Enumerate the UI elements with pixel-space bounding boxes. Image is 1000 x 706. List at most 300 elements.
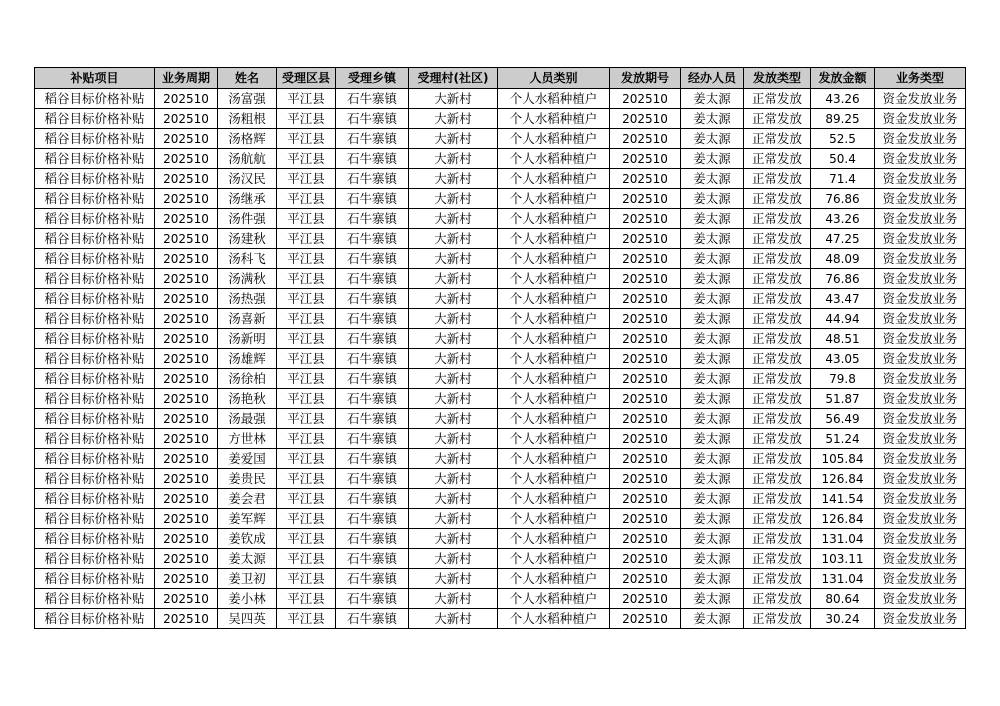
town-cell: 石牛寨镇: [336, 229, 409, 249]
table-row: [35, 309, 966, 329]
village-cell: 大新村: [409, 509, 498, 529]
village-cell: 大新村: [409, 309, 498, 329]
issue-no-cell: 202510: [610, 589, 681, 609]
project-cell: 稻谷目标价格补贴: [35, 169, 155, 189]
county-cell: 平江县: [277, 229, 336, 249]
issue-no-cell: 202510: [610, 429, 681, 449]
town-cell: 石牛寨镇: [336, 449, 409, 469]
town-cell: 石牛寨镇: [336, 409, 409, 429]
category-cell: 个人水稻种植户: [498, 409, 610, 429]
amount-cell: 79.8: [811, 369, 875, 389]
issue-no-cell: 202510: [610, 549, 681, 569]
period-cell: 202510: [155, 549, 218, 569]
amount-cell: 30.24: [811, 609, 875, 629]
town-cell: 石牛寨镇: [336, 569, 409, 589]
issue-no-cell: 202510: [610, 129, 681, 149]
county-cell: 平江县: [277, 449, 336, 469]
amount-cell: 48.51: [811, 329, 875, 349]
business-type-cell: 资金发放业务: [875, 449, 966, 469]
project-cell: 稻谷目标价格补贴: [35, 189, 155, 209]
issue-type-cell: 正常发放: [744, 389, 811, 409]
village-cell: 大新村: [409, 529, 498, 549]
issue-no-cell: 202510: [610, 289, 681, 309]
handler-cell: 姜太源: [681, 389, 744, 409]
amount-cell: 141.54: [811, 489, 875, 509]
amount-cell: 50.4: [811, 149, 875, 169]
amount-cell: 52.5: [811, 129, 875, 149]
issue-type-cell: 正常发放: [744, 109, 811, 129]
issue-no-cell: 202510: [610, 309, 681, 329]
name-cell: 姜贵民: [218, 469, 277, 489]
town-cell: 石牛寨镇: [336, 269, 409, 289]
handler-cell: 姜太源: [681, 129, 744, 149]
business-type-cell: 资金发放业务: [875, 409, 966, 429]
period-cell: 202510: [155, 269, 218, 289]
town-cell: 石牛寨镇: [336, 589, 409, 609]
business-type-cell: 资金发放业务: [875, 249, 966, 269]
town-cell: 石牛寨镇: [336, 529, 409, 549]
county-cell: 平江县: [277, 429, 336, 449]
name-cell: 汤建秋: [218, 229, 277, 249]
county-cell: 平江县: [277, 369, 336, 389]
category-cell: 个人水稻种植户: [498, 529, 610, 549]
name-cell: 汤件强: [218, 209, 277, 229]
handler-cell: 姜太源: [681, 509, 744, 529]
handler-cell: 姜太源: [681, 269, 744, 289]
issue-no-cell: 202510: [610, 609, 681, 629]
name-cell: 汤粗根: [218, 109, 277, 129]
county-cell: 平江县: [277, 609, 336, 629]
county-cell: 平江县: [277, 309, 336, 329]
category-cell: 个人水稻种植户: [498, 469, 610, 489]
table-row: [35, 529, 966, 549]
project-cell: 稻谷目标价格补贴: [35, 389, 155, 409]
village-cell: 大新村: [409, 329, 498, 349]
handler-cell: 姜太源: [681, 349, 744, 369]
name-cell: 汤艳秋: [218, 389, 277, 409]
town-cell: 石牛寨镇: [336, 189, 409, 209]
business-type-cell: 资金发放业务: [875, 169, 966, 189]
category-cell: 个人水稻种植户: [498, 489, 610, 509]
category-cell: 个人水稻种植户: [498, 549, 610, 569]
table-row: [35, 269, 966, 289]
period-cell: 202510: [155, 149, 218, 169]
project-cell: 稻谷目标价格补贴: [35, 129, 155, 149]
handler-cell: 姜太源: [681, 589, 744, 609]
village-cell: 大新村: [409, 469, 498, 489]
table-row: [35, 409, 966, 429]
table-row: [35, 589, 966, 609]
handler-cell: 姜太源: [681, 529, 744, 549]
table-row: [35, 449, 966, 469]
town-cell: 石牛寨镇: [336, 509, 409, 529]
category-cell: 个人水稻种植户: [498, 269, 610, 289]
category-cell: 个人水稻种植户: [498, 329, 610, 349]
issue-no-cell: 202510: [610, 189, 681, 209]
town-cell: 石牛寨镇: [336, 549, 409, 569]
issue-no-cell: 202510: [610, 229, 681, 249]
project-cell: 稻谷目标价格补贴: [35, 409, 155, 429]
period-cell: 202510: [155, 189, 218, 209]
amount-cell: 80.64: [811, 589, 875, 609]
handler-cell: 姜太源: [681, 249, 744, 269]
category-cell: 个人水稻种植户: [498, 209, 610, 229]
column-header-category: 人员类别: [498, 68, 610, 89]
category-cell: 个人水稻种植户: [498, 149, 610, 169]
project-cell: 稻谷目标价格补贴: [35, 509, 155, 529]
village-cell: 大新村: [409, 129, 498, 149]
period-cell: 202510: [155, 449, 218, 469]
table-row: [35, 229, 966, 249]
period-cell: 202510: [155, 349, 218, 369]
issue-type-cell: 正常发放: [744, 169, 811, 189]
town-cell: 石牛寨镇: [336, 149, 409, 169]
subsidy-table: [34, 67, 966, 629]
town-cell: 石牛寨镇: [336, 289, 409, 309]
issue-no-cell: 202510: [610, 269, 681, 289]
project-cell: 稻谷目标价格补贴: [35, 569, 155, 589]
period-cell: 202510: [155, 389, 218, 409]
period-cell: 202510: [155, 429, 218, 449]
issue-type-cell: 正常发放: [744, 289, 811, 309]
town-cell: 石牛寨镇: [336, 209, 409, 229]
issue-no-cell: 202510: [610, 149, 681, 169]
category-cell: 个人水稻种植户: [498, 229, 610, 249]
project-cell: 稻谷目标价格补贴: [35, 269, 155, 289]
header-row: [35, 68, 966, 89]
amount-cell: 126.84: [811, 509, 875, 529]
issue-no-cell: 202510: [610, 509, 681, 529]
amount-cell: 103.11: [811, 549, 875, 569]
project-cell: 稻谷目标价格补贴: [35, 449, 155, 469]
county-cell: 平江县: [277, 529, 336, 549]
town-cell: 石牛寨镇: [336, 469, 409, 489]
table-row: [35, 569, 966, 589]
table-row: [35, 249, 966, 269]
county-cell: 平江县: [277, 349, 336, 369]
period-cell: 202510: [155, 329, 218, 349]
handler-cell: 姜太源: [681, 229, 744, 249]
category-cell: 个人水稻种植户: [498, 169, 610, 189]
project-cell: 稻谷目标价格补贴: [35, 209, 155, 229]
category-cell: 个人水稻种植户: [498, 369, 610, 389]
county-cell: 平江县: [277, 549, 336, 569]
issue-type-cell: 正常发放: [744, 249, 811, 269]
handler-cell: 姜太源: [681, 429, 744, 449]
table-row: [35, 369, 966, 389]
county-cell: 平江县: [277, 409, 336, 429]
handler-cell: 姜太源: [681, 169, 744, 189]
town-cell: 石牛寨镇: [336, 329, 409, 349]
project-cell: 稻谷目标价格补贴: [35, 289, 155, 309]
handler-cell: 姜太源: [681, 409, 744, 429]
period-cell: 202510: [155, 529, 218, 549]
village-cell: 大新村: [409, 589, 498, 609]
table-row: [35, 189, 966, 209]
issue-type-cell: 正常发放: [744, 509, 811, 529]
column-header-town: 受理乡镇: [336, 68, 409, 89]
column-header-amount: 发放金额: [811, 68, 875, 89]
business-type-cell: 资金发放业务: [875, 569, 966, 589]
town-cell: 石牛寨镇: [336, 369, 409, 389]
period-cell: 202510: [155, 369, 218, 389]
column-header-period: 业务周期: [155, 68, 218, 89]
village-cell: 大新村: [409, 549, 498, 569]
category-cell: 个人水稻种植户: [498, 249, 610, 269]
handler-cell: 姜太源: [681, 209, 744, 229]
amount-cell: 43.26: [811, 89, 875, 109]
village-cell: 大新村: [409, 89, 498, 109]
table-row: [35, 549, 966, 569]
category-cell: 个人水稻种植户: [498, 109, 610, 129]
issue-no-cell: 202510: [610, 349, 681, 369]
column-header-county: 受理区县: [277, 68, 336, 89]
county-cell: 平江县: [277, 249, 336, 269]
issue-type-cell: 正常发放: [744, 589, 811, 609]
village-cell: 大新村: [409, 249, 498, 269]
project-cell: 稻谷目标价格补贴: [35, 589, 155, 609]
village-cell: 大新村: [409, 349, 498, 369]
amount-cell: 76.86: [811, 269, 875, 289]
issue-no-cell: 202510: [610, 529, 681, 549]
handler-cell: 姜太源: [681, 89, 744, 109]
period-cell: 202510: [155, 109, 218, 129]
issue-no-cell: 202510: [610, 329, 681, 349]
county-cell: 平江县: [277, 389, 336, 409]
category-cell: 个人水稻种植户: [498, 429, 610, 449]
village-cell: 大新村: [409, 149, 498, 169]
issue-type-cell: 正常发放: [744, 549, 811, 569]
table-row: [35, 329, 966, 349]
handler-cell: 姜太源: [681, 109, 744, 129]
county-cell: 平江县: [277, 169, 336, 189]
county-cell: 平江县: [277, 509, 336, 529]
amount-cell: 71.4: [811, 169, 875, 189]
period-cell: 202510: [155, 409, 218, 429]
business-type-cell: 资金发放业务: [875, 109, 966, 129]
category-cell: 个人水稻种植户: [498, 129, 610, 149]
business-type-cell: 资金发放业务: [875, 509, 966, 529]
village-cell: 大新村: [409, 429, 498, 449]
handler-cell: 姜太源: [681, 329, 744, 349]
business-type-cell: 资金发放业务: [875, 189, 966, 209]
table-row: [35, 89, 966, 109]
period-cell: 202510: [155, 169, 218, 189]
business-type-cell: 资金发放业务: [875, 309, 966, 329]
column-header-name: 姓名: [218, 68, 277, 89]
amount-cell: 48.09: [811, 249, 875, 269]
project-cell: 稻谷目标价格补贴: [35, 149, 155, 169]
handler-cell: 姜太源: [681, 309, 744, 329]
project-cell: 稻谷目标价格补贴: [35, 229, 155, 249]
amount-cell: 131.04: [811, 569, 875, 589]
county-cell: 平江县: [277, 149, 336, 169]
issue-no-cell: 202510: [610, 169, 681, 189]
period-cell: 202510: [155, 229, 218, 249]
project-cell: 稻谷目标价格补贴: [35, 529, 155, 549]
project-cell: 稻谷目标价格补贴: [35, 329, 155, 349]
handler-cell: 姜太源: [681, 149, 744, 169]
county-cell: 平江县: [277, 589, 336, 609]
issue-type-cell: 正常发放: [744, 529, 811, 549]
issue-type-cell: 正常发放: [744, 429, 811, 449]
name-cell: 汤喜新: [218, 309, 277, 329]
issue-no-cell: 202510: [610, 409, 681, 429]
period-cell: 202510: [155, 249, 218, 269]
name-cell: 汤徐柏: [218, 369, 277, 389]
town-cell: 石牛寨镇: [336, 609, 409, 629]
project-cell: 稻谷目标价格补贴: [35, 249, 155, 269]
amount-cell: 43.47: [811, 289, 875, 309]
name-cell: 汤最强: [218, 409, 277, 429]
amount-cell: 105.84: [811, 449, 875, 469]
village-cell: 大新村: [409, 409, 498, 429]
period-cell: 202510: [155, 469, 218, 489]
table-row: [35, 429, 966, 449]
issue-no-cell: 202510: [610, 209, 681, 229]
project-cell: 稻谷目标价格补贴: [35, 609, 155, 629]
county-cell: 平江县: [277, 269, 336, 289]
name-cell: 姜钦成: [218, 529, 277, 549]
county-cell: 平江县: [277, 289, 336, 309]
period-cell: 202510: [155, 209, 218, 229]
business-type-cell: 资金发放业务: [875, 349, 966, 369]
issue-type-cell: 正常发放: [744, 149, 811, 169]
column-header-business-type: 业务类型: [875, 68, 966, 89]
amount-cell: 89.25: [811, 109, 875, 129]
project-cell: 稻谷目标价格补贴: [35, 109, 155, 129]
handler-cell: 姜太源: [681, 189, 744, 209]
village-cell: 大新村: [409, 369, 498, 389]
town-cell: 石牛寨镇: [336, 349, 409, 369]
name-cell: 方世林: [218, 429, 277, 449]
category-cell: 个人水稻种植户: [498, 89, 610, 109]
issue-type-cell: 正常发放: [744, 369, 811, 389]
name-cell: 姜会君: [218, 489, 277, 509]
name-cell: 姜小林: [218, 589, 277, 609]
name-cell: 汤富强: [218, 89, 277, 109]
issue-type-cell: 正常发放: [744, 129, 811, 149]
business-type-cell: 资金发放业务: [875, 489, 966, 509]
county-cell: 平江县: [277, 489, 336, 509]
village-cell: 大新村: [409, 209, 498, 229]
category-cell: 个人水稻种植户: [498, 189, 610, 209]
issue-no-cell: 202510: [610, 469, 681, 489]
amount-cell: 47.25: [811, 229, 875, 249]
amount-cell: 51.87: [811, 389, 875, 409]
name-cell: 汤汉民: [218, 169, 277, 189]
issue-no-cell: 202510: [610, 569, 681, 589]
amount-cell: 43.05: [811, 349, 875, 369]
amount-cell: 56.49: [811, 409, 875, 429]
table-row: [35, 609, 966, 629]
business-type-cell: 资金发放业务: [875, 529, 966, 549]
amount-cell: 131.04: [811, 529, 875, 549]
business-type-cell: 资金发放业务: [875, 609, 966, 629]
business-type-cell: 资金发放业务: [875, 389, 966, 409]
village-cell: 大新村: [409, 569, 498, 589]
issue-no-cell: 202510: [610, 389, 681, 409]
business-type-cell: 资金发放业务: [875, 89, 966, 109]
town-cell: 石牛寨镇: [336, 249, 409, 269]
issue-type-cell: 正常发放: [744, 329, 811, 349]
issue-type-cell: 正常发放: [744, 449, 811, 469]
business-type-cell: 资金发放业务: [875, 589, 966, 609]
project-cell: 稻谷目标价格补贴: [35, 469, 155, 489]
period-cell: 202510: [155, 309, 218, 329]
issue-type-cell: 正常发放: [744, 309, 811, 329]
category-cell: 个人水稻种植户: [498, 389, 610, 409]
category-cell: 个人水稻种植户: [498, 449, 610, 469]
county-cell: 平江县: [277, 469, 336, 489]
table-row: [35, 209, 966, 229]
handler-cell: 姜太源: [681, 569, 744, 589]
project-cell: 稻谷目标价格补贴: [35, 309, 155, 329]
village-cell: 大新村: [409, 169, 498, 189]
handler-cell: 姜太源: [681, 289, 744, 309]
county-cell: 平江县: [277, 189, 336, 209]
village-cell: 大新村: [409, 289, 498, 309]
column-header-issue-no: 发放期号: [610, 68, 681, 89]
name-cell: 汤继承: [218, 189, 277, 209]
town-cell: 石牛寨镇: [336, 169, 409, 189]
name-cell: 汤科飞: [218, 249, 277, 269]
village-cell: 大新村: [409, 269, 498, 289]
issue-type-cell: 正常发放: [744, 409, 811, 429]
county-cell: 平江县: [277, 329, 336, 349]
handler-cell: 姜太源: [681, 469, 744, 489]
issue-no-cell: 202510: [610, 489, 681, 509]
name-cell: 汤雄辉: [218, 349, 277, 369]
name-cell: 汤新明: [218, 329, 277, 349]
issue-type-cell: 正常发放: [744, 189, 811, 209]
issue-type-cell: 正常发放: [744, 209, 811, 229]
period-cell: 202510: [155, 589, 218, 609]
issue-no-cell: 202510: [610, 449, 681, 469]
project-cell: 稻谷目标价格补贴: [35, 369, 155, 389]
period-cell: 202510: [155, 509, 218, 529]
name-cell: 汤满秋: [218, 269, 277, 289]
project-cell: 稻谷目标价格补贴: [35, 429, 155, 449]
name-cell: 汤热强: [218, 289, 277, 309]
business-type-cell: 资金发放业务: [875, 369, 966, 389]
handler-cell: 姜太源: [681, 489, 744, 509]
name-cell: 汤格辉: [218, 129, 277, 149]
table-row: [35, 289, 966, 309]
column-header-handler: 经办人员: [681, 68, 744, 89]
table-row: [35, 109, 966, 129]
column-header-project: 补贴项目: [35, 68, 155, 89]
table-row: [35, 509, 966, 529]
county-cell: 平江县: [277, 129, 336, 149]
name-cell: 吴四英: [218, 609, 277, 629]
village-cell: 大新村: [409, 229, 498, 249]
project-cell: 稻谷目标价格补贴: [35, 89, 155, 109]
issue-type-cell: 正常发放: [744, 609, 811, 629]
village-cell: 大新村: [409, 609, 498, 629]
town-cell: 石牛寨镇: [336, 109, 409, 129]
category-cell: 个人水稻种植户: [498, 289, 610, 309]
subsidy-table-sheet: [34, 67, 965, 629]
town-cell: 石牛寨镇: [336, 129, 409, 149]
village-cell: 大新村: [409, 449, 498, 469]
business-type-cell: 资金发放业务: [875, 329, 966, 349]
county-cell: 平江县: [277, 109, 336, 129]
handler-cell: 姜太源: [681, 449, 744, 469]
county-cell: 平江县: [277, 89, 336, 109]
column-header-village: 受理村(社区): [409, 68, 498, 89]
amount-cell: 44.94: [811, 309, 875, 329]
